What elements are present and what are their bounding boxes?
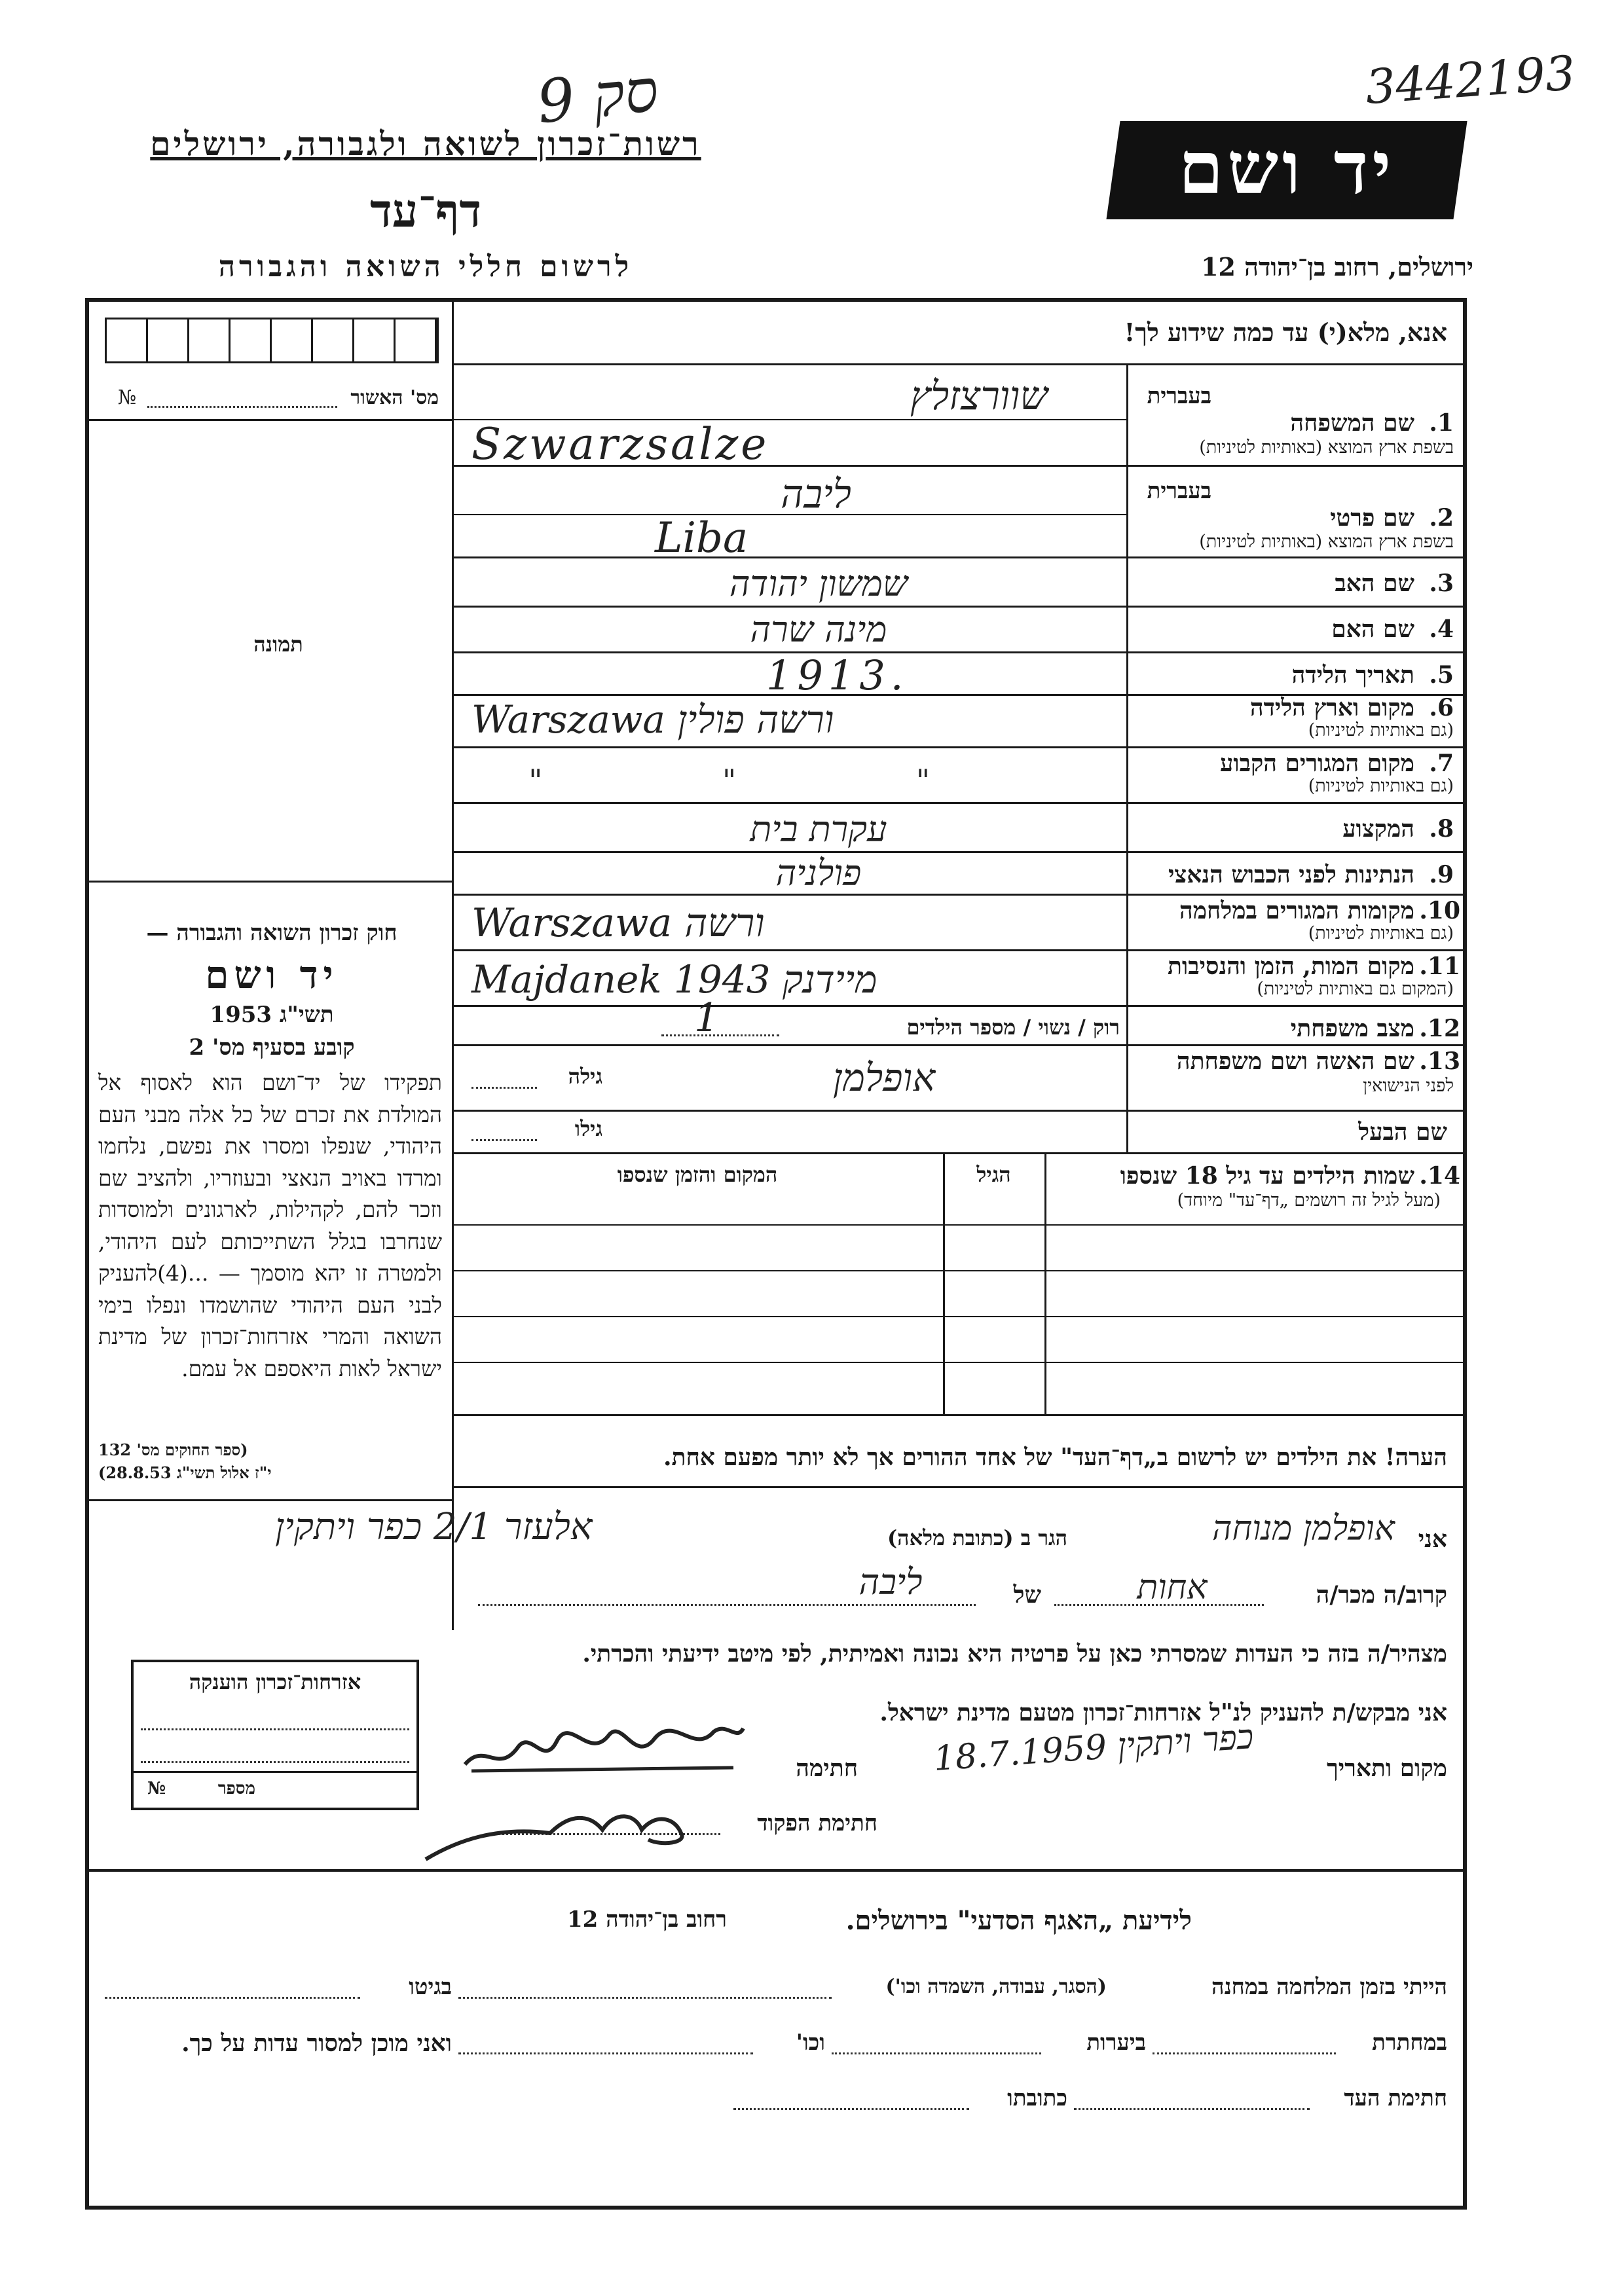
row-rule-top — [452, 363, 1467, 365]
law-source: (ספר החוקים מס' 132 — [98, 1440, 248, 1459]
footer-line1-start: הייתי בזמן המלחמה במחנה — [1211, 1974, 1447, 2000]
children-col-age: הגיל — [976, 1162, 1011, 1187]
children-label: שמות הילדים עד גיל 18 שנספו — [1120, 1162, 1414, 1190]
children-num: 14. — [1419, 1162, 1460, 1190]
citizenship-box-line-1[interactable] — [141, 1728, 409, 1730]
official-signature-label: חתימת הפקוד — [757, 1810, 877, 1836]
signature-scribble — [458, 1702, 747, 1781]
row-rule-f3 — [452, 606, 1467, 608]
row-rule-f8 — [452, 851, 1467, 853]
citizenship-box-marker: № — [147, 1779, 166, 1798]
approval-boxes — [105, 318, 439, 363]
children-row-2 — [452, 1270, 1467, 1271]
field-7-label: מקום המגורים הקבוע — [1220, 750, 1414, 777]
photo-bottom-rule — [89, 881, 452, 883]
field-13-age-dots[interactable] — [471, 1087, 537, 1089]
declaration-text: מצהיר/ה בזה כי העדות שמסרתי כאן על פרטיה היא נכונה ואמיתית, לפי מיטב ידיעתי והכרתי. — [582, 1640, 1447, 1667]
declarant-of-value[interactable]: ליבה — [858, 1561, 923, 1603]
field-12-label: מצב משפחתי — [1290, 1015, 1414, 1042]
footer-title: לידיעת „האגף הסדעי" בירושלים. — [845, 1905, 1192, 1936]
husband-label: שם הבעל — [1358, 1118, 1447, 1146]
declarant-i-value[interactable]: אופלמן מנוחה — [1212, 1509, 1395, 1548]
footer-line2-c: וכו' — [796, 2030, 825, 2056]
request-text: אני מבקש/ת להעניק לנ"ל אזרחות־זכרון מטעם מדינת ישראל. — [879, 1699, 1447, 1726]
field-11-label: מקום המות, הזמן והנסיבות — [1168, 953, 1414, 980]
field-9-label: הנתינות לפני הכבוש הנאצי — [1168, 861, 1414, 888]
citizenship-box-line-2[interactable] — [141, 1761, 409, 1763]
field-11-num: 11. — [1419, 953, 1460, 980]
field-12-options: רוק / נשוי / מספר הילדים — [906, 1015, 1120, 1040]
field-4-num: 4. — [1429, 615, 1454, 643]
footer-line3-b-dots[interactable] — [733, 2108, 969, 2110]
field-5-label: תאריך הלידה — [1291, 661, 1414, 689]
children-col-place: המקום והזמן שנספו — [617, 1162, 778, 1187]
field-1-num: 1. — [1429, 409, 1454, 437]
field-7-num: 7. — [1429, 750, 1454, 777]
row-rule-f4 — [452, 651, 1467, 653]
declarant-address-value[interactable]: אלעזר 2/1 כפר ויתקין — [275, 1506, 593, 1548]
children-row-4 — [452, 1362, 1467, 1363]
field-11-value[interactable]: מיידנק 1943 Majdanek — [471, 957, 877, 1002]
children-row-5 — [452, 1414, 1467, 1416]
form-subtitle: לרשום חללי השואה והגבורה — [218, 250, 633, 283]
law-year: תשי"ג 1953 — [210, 1002, 334, 1028]
field-10-sub: (גם באותיות לטיניות) — [1308, 923, 1454, 943]
children-col-divider-2 — [943, 1152, 945, 1414]
law-text: תפקידו של יד־ושם הוא לאסוף אל המולדת את זכרם של כל אלה מבני העם היהודי, שנפלו ומסרו את נפשם, נלחמו ומרדו באויב הנאצי ובעוזריו, ולהציב שם וזכר להם, לקהילות, לארגונים ולמוסדות שנחרבו בגלל השתייכותם לעם היהודי, ולמטרה זו יהא מוסמך — ...(4)להעניק לבני העם היהודי שהושמדו ונפלו בימי השואה והמרי אזרחות־זכרון של מדינת ישראל לאות היאספם אל עמם. — [98, 1070, 442, 1381]
children-sub: (מעל לגיל זה רושמים „דף־עד" מיוחד) — [1177, 1190, 1441, 1211]
field-5-num: 5. — [1429, 661, 1454, 689]
declarant-of-label: של — [1013, 1581, 1041, 1609]
row-rule-f11 — [452, 1005, 1467, 1007]
field-1-label: שם המשפחה — [1290, 409, 1414, 437]
field-6-label: מקום וארץ הלידה — [1249, 694, 1414, 721]
instructions: אנא, מלא(י) עד כמה שידוע לך! — [1124, 318, 1447, 347]
field-1-sub: בשפת ארץ המוצא (באותיות לטיניות) — [1199, 437, 1454, 458]
field-2-label: שם פרטי — [1330, 504, 1414, 532]
field-2-value-he[interactable]: ליבה — [781, 471, 851, 517]
field-6-value[interactable]: ורשה פולין Warszawa — [471, 697, 834, 742]
field-11-sub: (המקום גם באותיות לטיניות) — [1257, 979, 1454, 999]
approval-no-marker: № — [118, 386, 137, 409]
citizenship-box-number-label: מספר — [217, 1779, 255, 1798]
place-date-value[interactable]: כפר ויתקין 18.7.1959 — [932, 1717, 1255, 1779]
children-row-3 — [452, 1316, 1467, 1317]
footer-line2-b-dots[interactable] — [832, 2052, 1041, 2054]
field-3-label: שם האב — [1335, 570, 1414, 597]
approval-no-dots[interactable] — [147, 406, 337, 408]
field-3-num: 3. — [1429, 570, 1454, 597]
row-rule-f7 — [452, 802, 1467, 804]
handwritten-folder-mark: סק 9 — [534, 56, 662, 137]
signature-label: חתימה — [796, 1755, 858, 1782]
law-title: חוק זכרון השואה והגבורה — — [146, 920, 397, 946]
field-2-sub: בשפת ארץ המוצא (באותיות לטיניות) — [1199, 532, 1454, 552]
photo-label: תמונה — [253, 632, 303, 657]
children-col-divider-1 — [1044, 1152, 1046, 1414]
field-2-num: 2. — [1429, 504, 1454, 532]
field-2-value-lat[interactable]: Liba — [655, 514, 748, 562]
field-3-value[interactable]: שמשון יהודה — [729, 563, 908, 604]
field-2-hebrew-tag: בעברית — [1147, 478, 1211, 504]
header-address: ירושלים, רחוב בן־יהודה 12 — [1201, 252, 1473, 282]
row-rule-f9 — [452, 894, 1467, 896]
footer-line2-a: במחתרת — [1372, 2030, 1447, 2056]
row-rule-f13 — [452, 1110, 1467, 1112]
footer-address: רחוב בן־יהודה 12 — [566, 1906, 727, 1933]
field-13-sub: לפני הנישואין — [1363, 1076, 1454, 1096]
note-bottom-rule — [452, 1486, 1467, 1488]
declarant-i-label: אני — [1418, 1525, 1447, 1553]
law-clause: קובע בסעיף מס' 2 — [189, 1034, 355, 1061]
footer-line1-end: בגיטו — [409, 1974, 452, 2000]
field-4-label: שם האם — [1331, 615, 1414, 643]
left-panel-bottom-rule — [89, 1499, 452, 1501]
field-13-num: 13. — [1419, 1048, 1460, 1075]
field-12-value[interactable]: 1 — [694, 995, 720, 1041]
handwritten-serial-mark: 3442193 — [1363, 45, 1578, 115]
note-text: הערה! את הילדים יש לרשום ב„דף־העד" של אחד ההורים אך לא יותר מפעם אחת. — [663, 1444, 1447, 1471]
row-rule-f2 — [452, 556, 1467, 558]
field-13-value[interactable]: אופלמן — [832, 1055, 936, 1100]
field-1-value-he[interactable]: שוורצזלץ — [910, 373, 1048, 419]
footer-line1-dots[interactable] — [458, 1997, 832, 1999]
declarant-of-dots[interactable] — [478, 1604, 976, 1606]
citizenship-box-rule — [131, 1771, 419, 1773]
footer-line2-b: ביערות — [1086, 2030, 1146, 2056]
authority-line: רשות־זכרון לשואה ולגבורה, ירושלים — [150, 124, 701, 163]
field-6-sub: (גם באותיות לטיניות) — [1308, 720, 1454, 740]
field-1-hebrew-tag: בעברית — [1147, 383, 1211, 409]
husband-age-dots[interactable] — [471, 1139, 537, 1141]
left-panel-divider — [452, 298, 454, 1630]
field-9-num: 9. — [1429, 861, 1454, 888]
footer-line2-end: ואני מוכן למסור עדות על כך. — [181, 2030, 452, 2057]
row-rule-f6 — [452, 746, 1467, 748]
field-10-value[interactable]: ורשה Warszawa — [471, 900, 765, 946]
footer-line2-a-dots[interactable] — [1153, 2052, 1336, 2054]
citizenship-box-title: אזרחות־זכרון הוענקה — [189, 1669, 361, 1694]
field-4-value[interactable]: מינה שרה — [750, 609, 887, 650]
logo-text: יד ושם — [1178, 126, 1395, 210]
field-5-value[interactable]: 1913. — [766, 651, 909, 699]
field-10-label: מקומות המגורים במלחמה — [1179, 897, 1414, 924]
row-rule-f10 — [452, 949, 1467, 951]
official-signature-scribble — [419, 1794, 720, 1866]
footer-line1-mid: (הסגר, עבודה, השמדה וכו') — [885, 1975, 1107, 1998]
children-row-1 — [452, 1224, 1467, 1226]
field-12-dots[interactable] — [661, 1034, 779, 1036]
field-8-num: 8. — [1429, 815, 1454, 843]
row-rule-husband — [452, 1152, 1467, 1154]
footer-line2-c-dots[interactable] — [458, 2052, 753, 2054]
field-1-value-lat[interactable]: Szwarzsalze — [471, 419, 769, 469]
field-6-num: 6. — [1429, 694, 1454, 721]
row-rule-f12 — [452, 1044, 1467, 1046]
field-7-sub: (גם באותיות לטיניות) — [1308, 776, 1454, 796]
form-title: דף־עד — [369, 183, 481, 238]
field-8-label: המקצוע — [1342, 815, 1414, 843]
photo-top-rule — [89, 419, 452, 421]
declarant-relative-value[interactable]: אחות — [1137, 1568, 1208, 1607]
approval-no-label: מס' האשור — [350, 386, 439, 409]
field-9-value[interactable]: פולניה — [775, 852, 862, 894]
field-10-num: 10. — [1419, 897, 1460, 924]
field-13-label: שם האשה ושם משפחתה — [1176, 1048, 1414, 1075]
footer-line3-b: כתובתו — [1007, 2085, 1067, 2111]
footer-line3-a-dots[interactable] — [1074, 2108, 1310, 2110]
label-column-divider — [1126, 363, 1128, 1152]
field-13-age-label: גילה — [568, 1064, 602, 1089]
declarant-residing-label: הגר ב (כתובת מלאה) — [887, 1525, 1067, 1550]
law-name: יד ושם — [205, 953, 339, 997]
declarant-relative-label: קרוב/ה מכר/ה — [1316, 1581, 1447, 1609]
field-12-num: 12. — [1419, 1015, 1460, 1042]
husband-age-label: גילו — [574, 1116, 602, 1141]
footer-line1-end-dots[interactable] — [105, 1997, 360, 1999]
footer-line3-a: חתימת העד — [1344, 2085, 1447, 2111]
footer-top-rule — [89, 1869, 1463, 1872]
field-7-value[interactable]: " " " — [528, 763, 1015, 798]
field-8-value[interactable]: עקרת בית — [750, 809, 887, 850]
law-date: י"ז אלול תשי"ג 28.8.53) — [98, 1463, 272, 1482]
place-date-label: מקום ותאריך — [1327, 1755, 1447, 1782]
